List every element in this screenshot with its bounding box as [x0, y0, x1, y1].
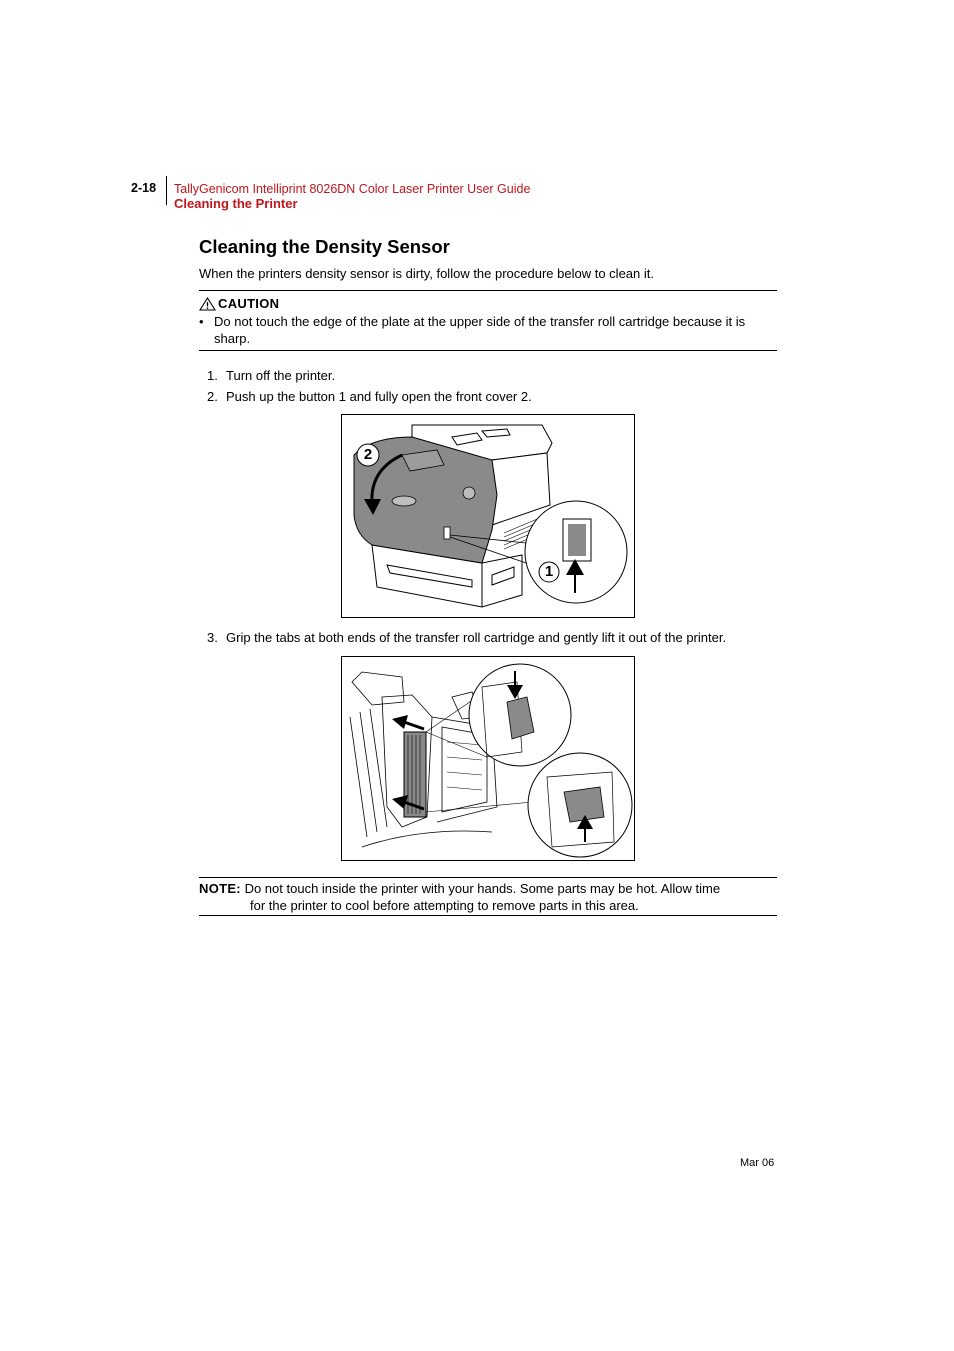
step-number: 1. [207, 368, 218, 383]
page-number: 2-18 [131, 181, 157, 195]
book-title: TallyGenicom Intelliprint 8026DN Color Laser Printer User Guide [174, 182, 531, 196]
caution-label: CAUTION [218, 296, 280, 311]
footer-date: Mar 06 [740, 1157, 775, 1169]
note-line-1: Do not touch inside the printer with your hands. Some parts may be hot. Allow time [244, 881, 721, 896]
caution-text: Do not touch the edge of the plate at the upper side of the transfer roll cartridge because it is sharp. [214, 314, 746, 346]
step-number: 3. [207, 630, 218, 645]
section-heading: Cleaning the Density Sensor [199, 236, 450, 257]
figure-open-front-cover [341, 414, 635, 618]
caution-bottom-rule [199, 350, 777, 351]
note-label: NOTE: [199, 881, 241, 896]
caution-heading [199, 296, 279, 311]
step-text: Turn off the printer. [226, 368, 336, 383]
transfer-roll-illustration [342, 657, 634, 860]
step-text: Push up the button 1 and fully open the front cover 2. [226, 389, 532, 404]
step-number: 2. [207, 389, 218, 404]
note-top-rule [199, 877, 777, 878]
warning-triangle-icon [199, 297, 216, 311]
note-block [199, 880, 777, 914]
header-divider [166, 176, 167, 205]
callout-2-label: 2 [363, 446, 373, 463]
caution-item [199, 313, 777, 347]
chapter-title: Cleaning the Printer [174, 196, 298, 211]
intro-paragraph: When the printers density sensor is dirty, follow the procedure below to clean it. [199, 266, 654, 281]
note-bottom-rule [199, 915, 777, 916]
printer-cover-illustration [342, 415, 634, 617]
caution-top-rule [199, 290, 777, 291]
step-text: Grip the tabs at both ends of the transfer roll cartridge and gently lift it out of the printer. [226, 630, 727, 645]
note-line-2: for the printer to cool before attempting to remove parts in this area. [250, 898, 639, 913]
figure-transfer-roll-cartridge [341, 656, 635, 861]
caution-bullet: • [199, 314, 204, 329]
callout-1-label: 1 [544, 563, 554, 580]
